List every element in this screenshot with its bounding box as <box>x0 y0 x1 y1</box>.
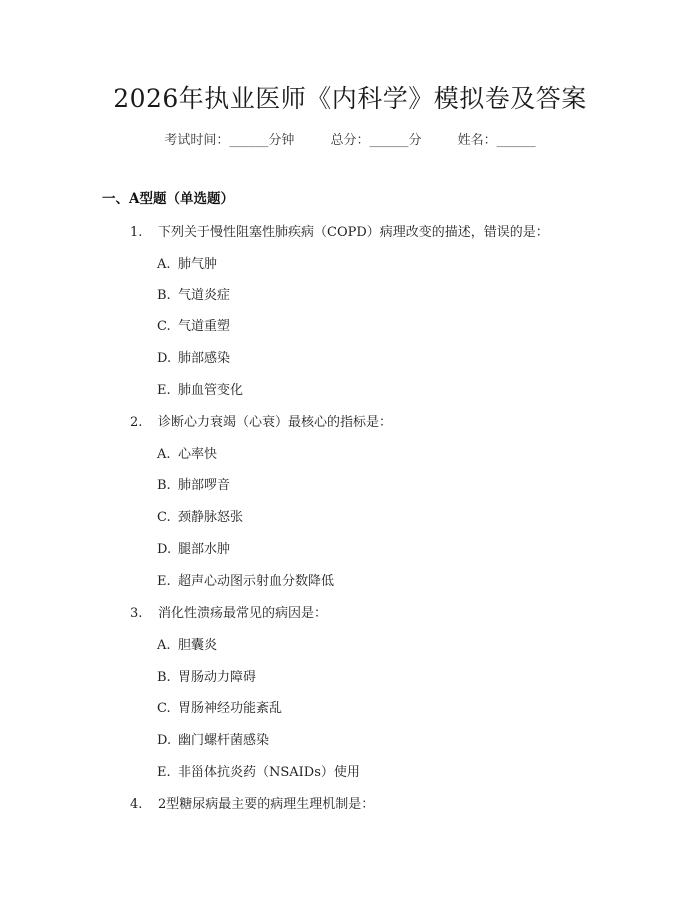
option-letter: A. <box>157 638 171 653</box>
question-3 <box>130 604 327 624</box>
option-text: 胆囊炎 <box>178 638 218 653</box>
question-1-option-c <box>157 317 230 337</box>
question-3-option-e <box>157 763 360 783</box>
question-2 <box>130 413 392 433</box>
question-text: 2型糖尿病最主要的病理生理机制是： <box>158 797 375 812</box>
option-text: 肺血管变化 <box>178 383 244 398</box>
option-letter: E. <box>157 574 171 589</box>
question-number: 3. <box>130 606 143 621</box>
option-letter: B. <box>157 478 171 493</box>
option-text: 气道炎症 <box>178 288 231 303</box>
question-2-option-b <box>157 476 230 496</box>
option-text: 气道重塑 <box>178 319 231 334</box>
question-3-option-a <box>157 636 217 656</box>
name-field: 姓名：______ <box>457 133 536 148</box>
question-number: 1. <box>130 225 143 240</box>
question-3-option-b <box>157 668 256 688</box>
option-letter: C. <box>157 319 171 334</box>
option-text: 胃肠动力障碍 <box>178 670 257 685</box>
exam-time-field: 考试时间：______分钟 <box>164 133 295 148</box>
question-3-option-d <box>157 731 269 751</box>
question-1-option-a <box>157 255 217 275</box>
question-1-option-b <box>157 286 230 306</box>
question-1-option-e <box>157 381 243 401</box>
option-letter: A. <box>157 257 171 272</box>
option-text: 心率快 <box>178 447 218 462</box>
option-letter: B. <box>157 670 171 685</box>
option-letter: E. <box>157 765 171 780</box>
question-text: 下列关于慢性阻塞性肺疾病（COPD）病理改变的描述，错误的是： <box>158 225 549 240</box>
question-4 <box>130 795 374 815</box>
question-2-option-a <box>157 445 217 465</box>
option-letter: D. <box>157 351 172 366</box>
option-text: 腿部水肿 <box>178 542 231 557</box>
question-text: 诊断心力衰竭（心衰）最核心的指标是： <box>158 415 393 430</box>
page-title: 2026年执业医师《内科学》模拟卷及答案 <box>113 84 587 113</box>
section-title: 一、A型题（单选题） <box>102 191 234 207</box>
question-2-option-e <box>157 572 334 592</box>
option-text: 颈静脉怒张 <box>178 510 244 525</box>
question-number: 4. <box>130 797 143 812</box>
option-letter: E. <box>157 383 171 398</box>
option-text: 超声心动图示射血分数降低 <box>178 574 335 589</box>
question-1-option-d <box>157 349 230 369</box>
question-1 <box>130 223 549 243</box>
question-number: 2. <box>130 415 143 430</box>
option-text: 肺气肿 <box>178 257 218 272</box>
option-text: 肺部啰音 <box>178 478 231 493</box>
option-text: 幽门螺杆菌感染 <box>178 733 270 748</box>
option-text: 非甾体抗炎药（NSAIDs）使用 <box>178 765 360 780</box>
exam-meta-line <box>0 131 700 151</box>
total-score-field: 总分：______分 <box>330 133 422 148</box>
question-3-option-c <box>157 699 282 719</box>
option-letter: A. <box>157 447 171 462</box>
option-letter: C. <box>157 701 171 716</box>
option-letter: D. <box>157 733 172 748</box>
option-letter: C. <box>157 510 171 525</box>
option-letter: B. <box>157 288 171 303</box>
option-text: 肺部感染 <box>178 351 231 366</box>
question-2-option-d <box>157 540 230 560</box>
question-text: 消化性溃疡最常见的病因是： <box>158 606 328 621</box>
question-2-option-c <box>157 508 243 528</box>
option-text: 胃肠神经功能紊乱 <box>178 701 283 716</box>
option-letter: D. <box>157 542 172 557</box>
